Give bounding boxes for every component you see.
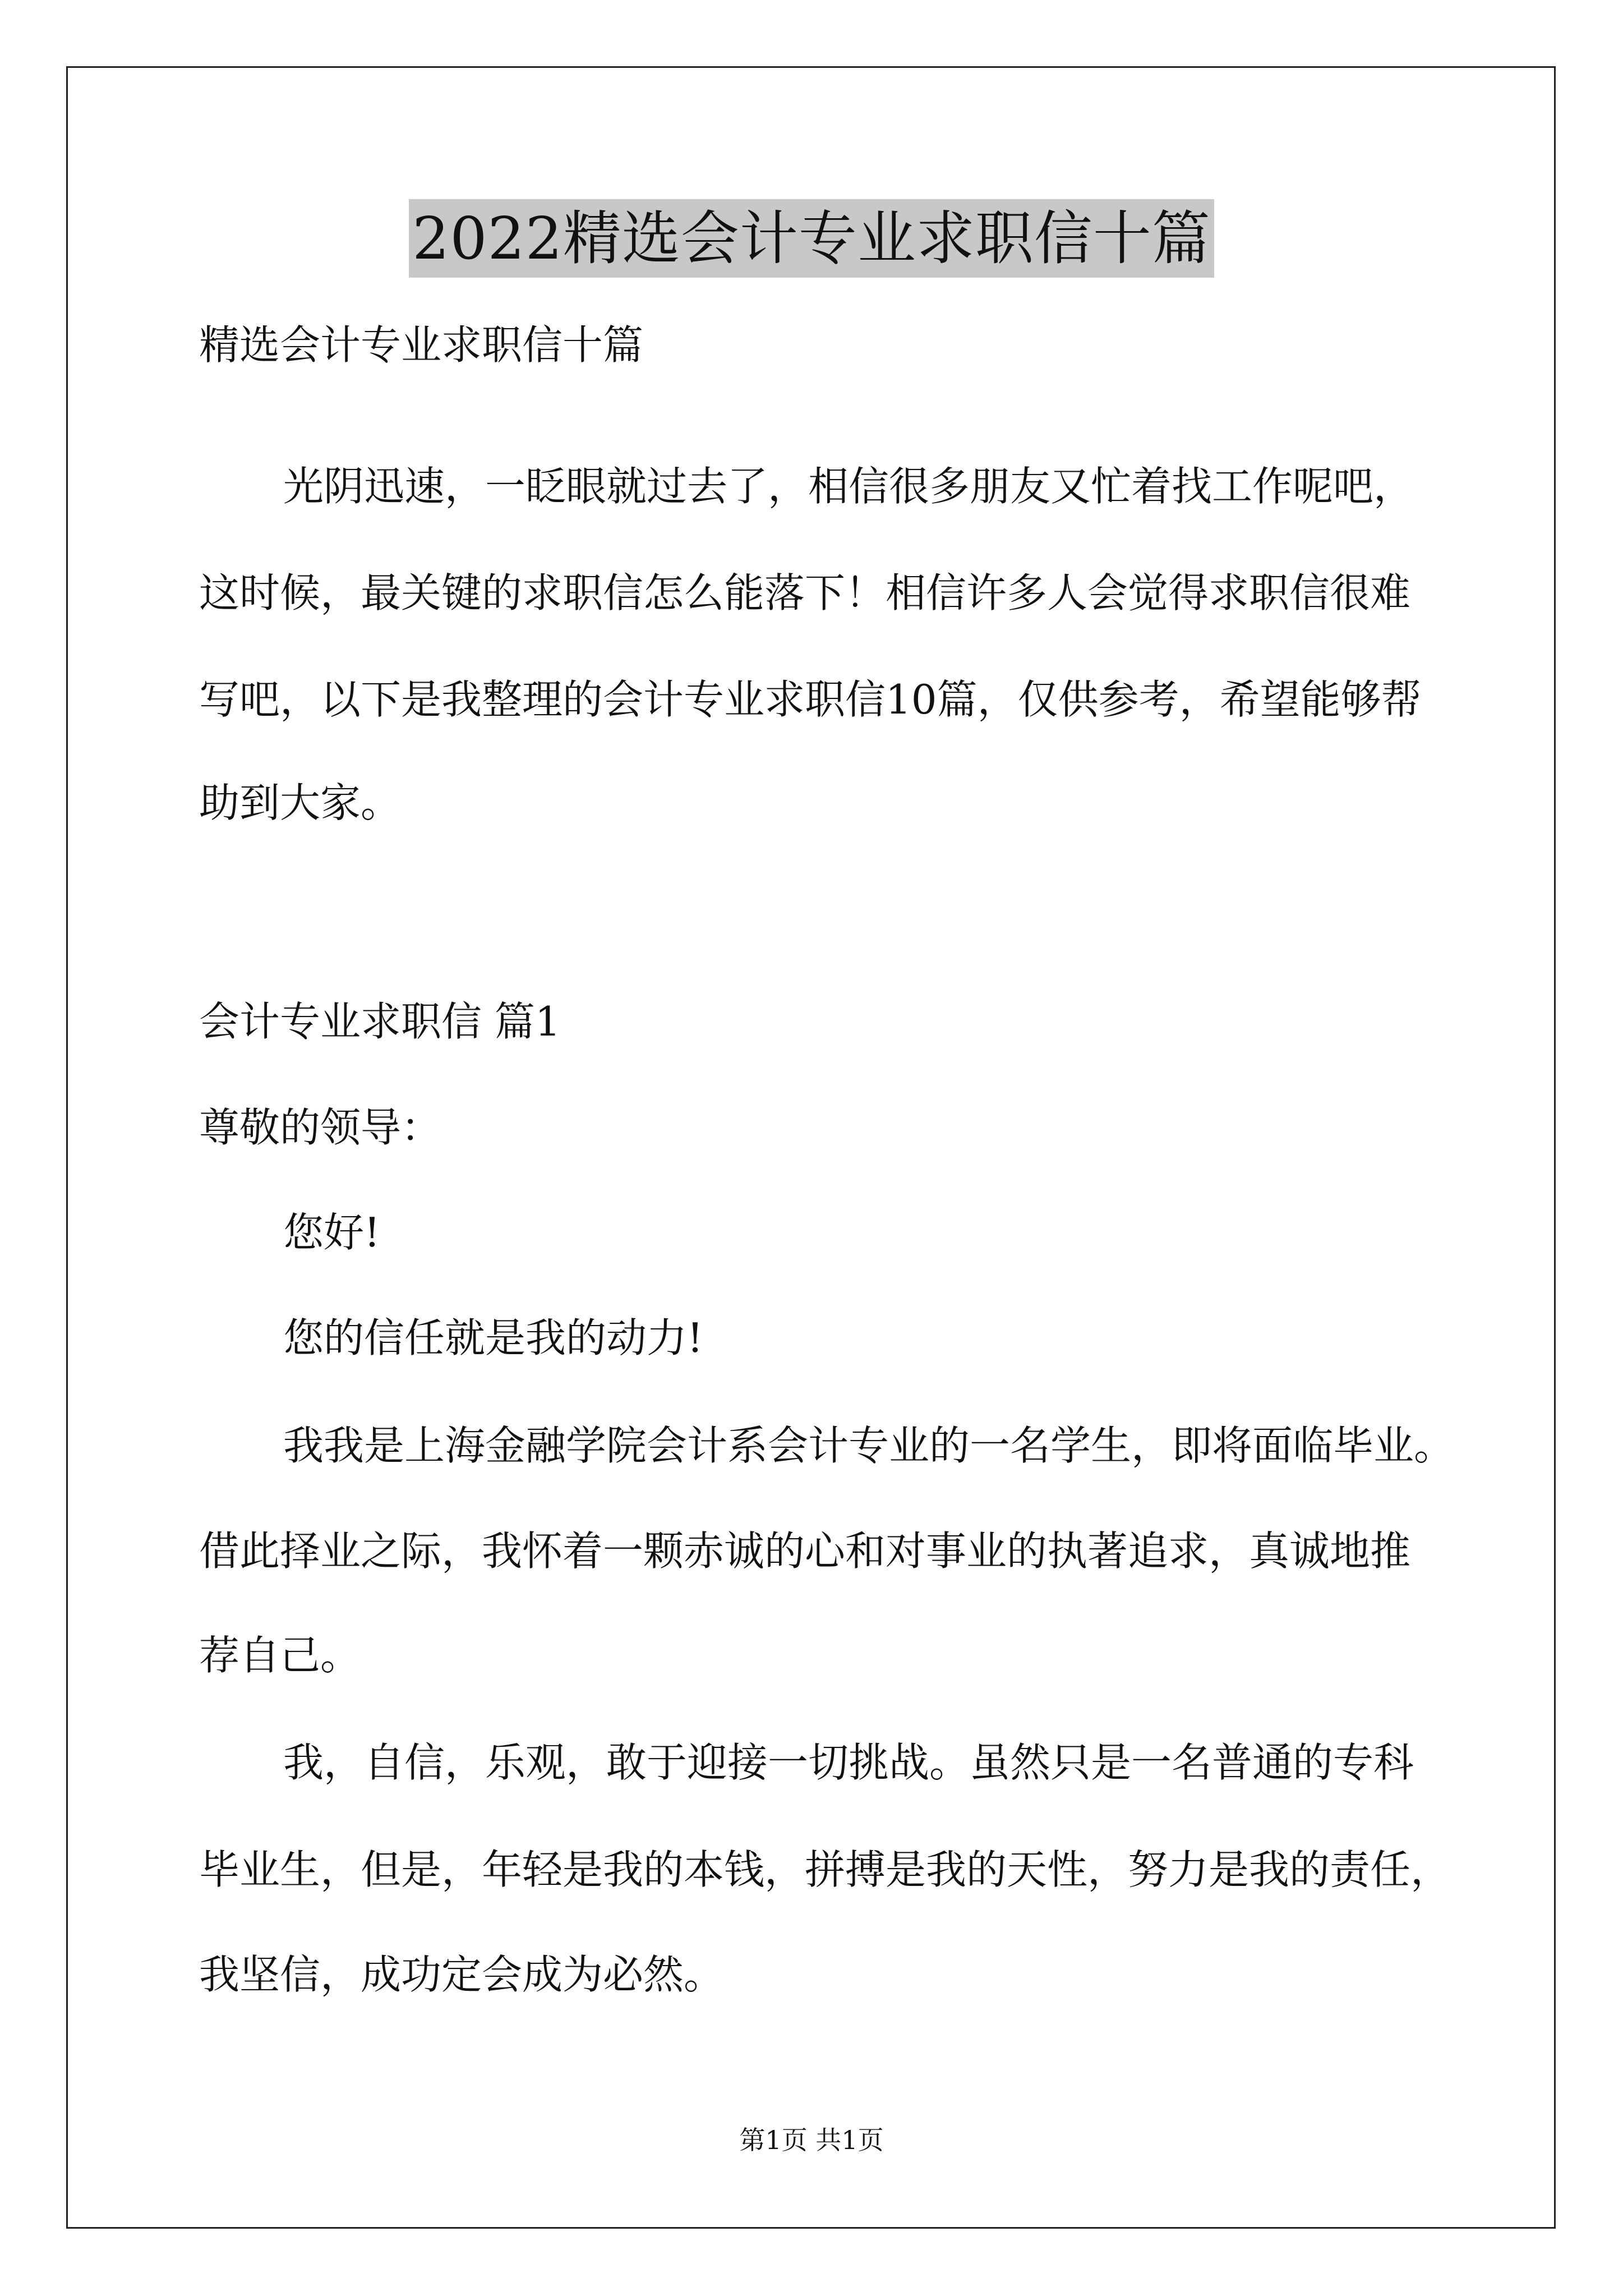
para1-line-1: 我我是上海金融学院会计系会计专业的一名学生，即将面临毕业。 bbox=[283, 1422, 1455, 1469]
page-footer: 第1页 共1页 bbox=[739, 2125, 884, 2155]
para1-line-3: 荐自己。 bbox=[199, 1632, 361, 1679]
para2-line-3: 我坚信，成功定会成为必然。 bbox=[199, 1951, 725, 1998]
document-subtitle: 精选会计专业求职信十篇 bbox=[199, 321, 644, 369]
intro-line-2: 这时候，最关键的求职信怎么能落下！相信许多人会觉得求职信很难 bbox=[199, 569, 1411, 616]
salutation: 尊敬的领导： bbox=[199, 1104, 442, 1151]
para2-line-2: 毕业生，但是，年轻是我的本钱，拼搏是我的天性，努力是我的责任， bbox=[199, 1846, 1451, 1893]
section-heading: 会计专业求职信 篇1 bbox=[199, 998, 561, 1045]
greeting: 您好! bbox=[283, 1209, 380, 1256]
title-container bbox=[0, 199, 1623, 278]
intro-line-3: 写吧，以下是我整理的会计专业求职信10篇，仅供参考，希望能够帮 bbox=[199, 676, 1422, 723]
para1-line-2: 借此择业之际，我怀着一颗赤诚的心和对事业的执著追求，真诚地推 bbox=[199, 1527, 1411, 1575]
document-title: 2022精选会计专业求职信十篇 bbox=[409, 199, 1214, 278]
intro-line-4: 助到大家。 bbox=[199, 779, 402, 826]
trust-line: 您的信任就是我的动力! bbox=[283, 1314, 703, 1361]
para2-line-1: 我，自信，乐观，敢于迎接一切挑战。虽然只是一名普通的专科 bbox=[283, 1739, 1414, 1786]
intro-line-1: 光阴迅速，一眨眼就过去了，相信很多朋友又忙着找工作呢吧， bbox=[283, 463, 1414, 510]
